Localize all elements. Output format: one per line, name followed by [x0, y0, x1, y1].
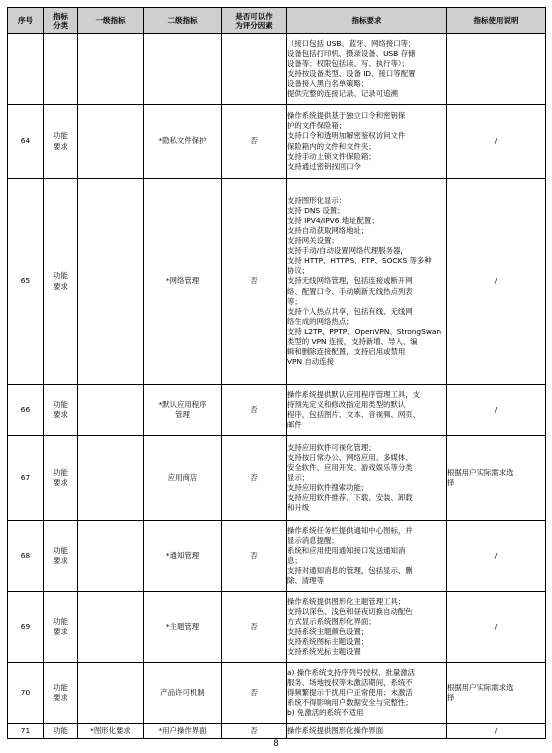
requirement-line: 支持自动获取网络地址； — [287, 225, 369, 235]
row-number — [8, 34, 44, 105]
row-eval: 否 — [222, 436, 287, 521]
requirement-line: 除、清理等 — [287, 576, 324, 586]
row-level2: *隐私文件保护 — [144, 105, 222, 179]
row-level2: 应用商店 — [144, 436, 222, 521]
row-category: 功能 要求 — [44, 179, 78, 385]
requirement-line: 服务、场地授权等未激活期间，系统不 — [287, 677, 413, 687]
header-eval: 是否可以作 为评分因素 — [222, 8, 287, 34]
header-no: 序号 — [8, 8, 44, 34]
row-requirement — [287, 179, 447, 385]
requirement-line: 系统和应用使用通知接口发送通知消 — [287, 545, 406, 555]
header-note: 指标使用说明 — [447, 8, 546, 34]
table-row — [8, 724, 546, 739]
row-number: 68 — [8, 521, 44, 592]
row-level1 — [78, 179, 144, 385]
requirement-line: 支持 IPV4/IPV6 地址配置； — [287, 215, 379, 225]
requirement-line: 设备接入黑白名单策略； — [287, 79, 369, 89]
row-eval — [222, 34, 287, 105]
requirement-line: 安全软件、应用开发、游戏娱乐等分类 — [287, 462, 413, 472]
row-number: 66 — [8, 385, 44, 436]
row-note: 根据用户实际需求选 择 — [447, 436, 546, 521]
requirement-line: 邮件 — [287, 420, 302, 430]
row-category: 功能 — [44, 724, 78, 739]
row-number: 64 — [8, 105, 44, 179]
requirement-line: 支持通过密钥找回口令 — [287, 161, 361, 171]
row-note: / — [447, 521, 546, 592]
row-eval: 否 — [222, 724, 287, 739]
requirement-line: 保险箱内的文件和文件夹； — [287, 141, 376, 151]
requirement-line: 提供完整的连接记录、记录可追溯 — [287, 89, 398, 99]
row-requirement — [287, 436, 447, 521]
requirement-line: 程序，包括图片、文本、音视频、网页、 — [287, 410, 421, 419]
row-eval: 否 — [222, 663, 287, 724]
requirement-line: 设备包括打印机、摄录设备、USB 存储 — [287, 48, 416, 58]
row-level2: *网络管理 — [144, 179, 222, 385]
row-eval: 否 — [222, 385, 287, 436]
requirement-line: 络生成的网络热点； — [287, 316, 354, 326]
requirement-line: 支持按设备类型、设备 ID、接口等配置 — [287, 69, 416, 78]
requirement-line: 支持手动/自动设置网络代理服务器， — [287, 246, 408, 256]
requirement-line: 支持个人热点共享，包括有线、无线网 — [287, 306, 413, 316]
requirement-line: 支持应用软件可视化管理； — [287, 442, 376, 452]
table-row — [8, 385, 546, 436]
page-number: 8 — [273, 738, 279, 748]
row-eval: 否 — [222, 105, 287, 179]
table-row — [8, 436, 546, 521]
requirement-line: 操作系统提供图形化主题管理工具； — [287, 596, 406, 606]
row-category: 功能 要求 — [44, 663, 78, 724]
requirement-line: 支持口令和透明加解密鉴权访问文件 — [287, 131, 406, 141]
requirement-line: 协议； — [287, 266, 310, 276]
row-number: 70 — [8, 663, 44, 724]
row-eval: 否 — [222, 179, 287, 385]
requirement-line: 操作系统提供基于独立口令和密钥保 — [287, 111, 406, 121]
requirement-line: 操作系统提供图形化操作界面 — [287, 725, 384, 735]
row-level1 — [78, 592, 144, 663]
row-eval: 否 — [222, 592, 287, 663]
row-level2: *主题管理 — [144, 592, 222, 663]
requirement-line: 得频繁提示干扰用户正常使用；未激活 — [287, 687, 413, 697]
row-number: 65 — [8, 179, 44, 385]
requirement-line: a) 操作系统支持序列号授权、批量激活 — [287, 667, 416, 677]
requirement-line: 持预先定义和修改指定用类型的默认 — [287, 399, 406, 409]
row-level1 — [78, 663, 144, 724]
row-number: 69 — [8, 592, 44, 663]
requirement-line: 支持以深色、浅色和昼夜切换自动配色 — [287, 606, 413, 616]
requirement-line: 系统不得影响用户数据安全与完整性； — [287, 698, 413, 708]
row-level2: *用户操作界面 — [144, 724, 222, 739]
requirement-line: 支持对通知消息的管理，包括显示、删 — [287, 566, 413, 576]
row-category — [44, 34, 78, 105]
table-row — [8, 34, 546, 105]
row-category: 功能 要求 — [44, 385, 78, 436]
requirement-line: 和升级 — [287, 503, 310, 513]
table-header-row — [8, 8, 546, 34]
table-row — [8, 105, 546, 179]
row-requirement — [287, 105, 447, 179]
requirement-line: 支持应用软件推荐、下载、安装、卸载 — [287, 493, 413, 503]
requirement-line: 支持网关设置； — [287, 236, 339, 246]
requirement-line: 支持 L2TP、PPTP、OpenVPN、StrongSwan — [287, 326, 442, 336]
table-row — [8, 663, 546, 724]
requirement-line: 支持 DNS 设置； — [287, 205, 345, 215]
row-category: 功能 要求 — [44, 521, 78, 592]
row-level2 — [144, 34, 222, 105]
requirement-line: 息； — [287, 556, 302, 565]
row-level1 — [78, 521, 144, 592]
requirement-line: 护的文件保险箱； — [287, 121, 347, 131]
row-level2: 产品许可机制 — [144, 663, 222, 724]
header-requirement: 指标要求 — [287, 8, 447, 34]
row-number: 67 — [8, 436, 44, 521]
row-eval: 否 — [222, 521, 287, 592]
row-level2: *默认应用程序 管理 — [144, 385, 222, 436]
row-level1 — [78, 385, 144, 436]
requirement-line: 操作系统任务栏提供通知中心图标，并 — [287, 525, 413, 535]
row-note: 根据用户实际需求选 择 — [447, 663, 546, 724]
header-level1: 一级指标 — [78, 8, 144, 34]
row-note: / — [447, 105, 546, 179]
requirement-line: 络、配置口令、手动刷新无线热点列表 — [287, 286, 413, 296]
requirement-line: 辑和删除连接配置，支持启用或禁用 — [287, 347, 406, 357]
requirement-line: 设备等；权限包括读、写、执行等）； — [287, 58, 409, 68]
row-number: 71 — [8, 724, 44, 739]
requirement-line: 支持 HTTP、HTTPS、FTP、SOCKS 等多种 — [287, 256, 432, 266]
requirement-line: 支持无线网络管理，包括连接或断开网 — [287, 276, 413, 286]
row-level1 — [78, 436, 144, 521]
row-category: 功能 要求 — [44, 436, 78, 521]
requirement-line: （接口包括 USB、蓝牙、网络接口等； — [287, 38, 416, 48]
row-note: / — [447, 724, 546, 739]
table-row — [8, 521, 546, 592]
requirement-line: 支持系统图标主题设置； — [287, 637, 369, 647]
row-requirement — [287, 724, 447, 739]
table-body — [8, 34, 546, 739]
requirement-line: 类型的 VPN 连接，支持新增、导入、编 — [287, 337, 418, 347]
requirement-line: b) 免激活的系统不适用 — [287, 708, 364, 718]
header-category: 指标 分类 — [44, 8, 78, 34]
row-note: / — [447, 385, 546, 436]
requirement-line: 显示消息提醒； — [287, 535, 339, 545]
requirement-line: 显示； — [287, 472, 310, 482]
requirement-line: 等； — [287, 296, 302, 306]
row-requirement — [287, 663, 447, 724]
row-note: / — [447, 592, 546, 663]
row-level2: *通知管理 — [144, 521, 222, 592]
row-requirement — [287, 34, 447, 105]
row-note: / — [447, 179, 546, 385]
table-row — [8, 179, 546, 385]
row-requirement — [287, 385, 447, 436]
requirement-line: VPN 自动连接 — [287, 357, 334, 367]
requirement-line: 支持系统主题颜色设置； — [287, 627, 369, 636]
requirement-line: 操作系统提供默认应用程序管理工具，支 — [287, 389, 421, 399]
row-level1 — [78, 105, 144, 179]
header-level2: 二级指标 — [144, 8, 222, 34]
requirement-line: 方式显示系统图形化界面； — [287, 616, 376, 626]
row-level1 — [78, 34, 144, 105]
requirements-table — [7, 7, 546, 739]
row-category: 功能 要求 — [44, 105, 78, 179]
row-requirement — [287, 521, 447, 592]
row-category: 功能 要求 — [44, 592, 78, 663]
row-requirement — [287, 592, 447, 663]
requirement-line: 支持手动上锁文件保险箱； — [287, 151, 376, 161]
row-note — [447, 34, 546, 105]
requirement-line: 支持系统光标主题设置 — [287, 647, 361, 657]
requirement-line: 支持图形化显示： — [287, 195, 347, 205]
row-level1: *图形化要求 — [78, 724, 144, 739]
table-row — [8, 592, 546, 663]
requirement-line: 支持按日常办公、网络应用、多媒体、 — [287, 452, 413, 462]
requirement-line: 支持应用软件搜索功能； — [287, 483, 369, 493]
